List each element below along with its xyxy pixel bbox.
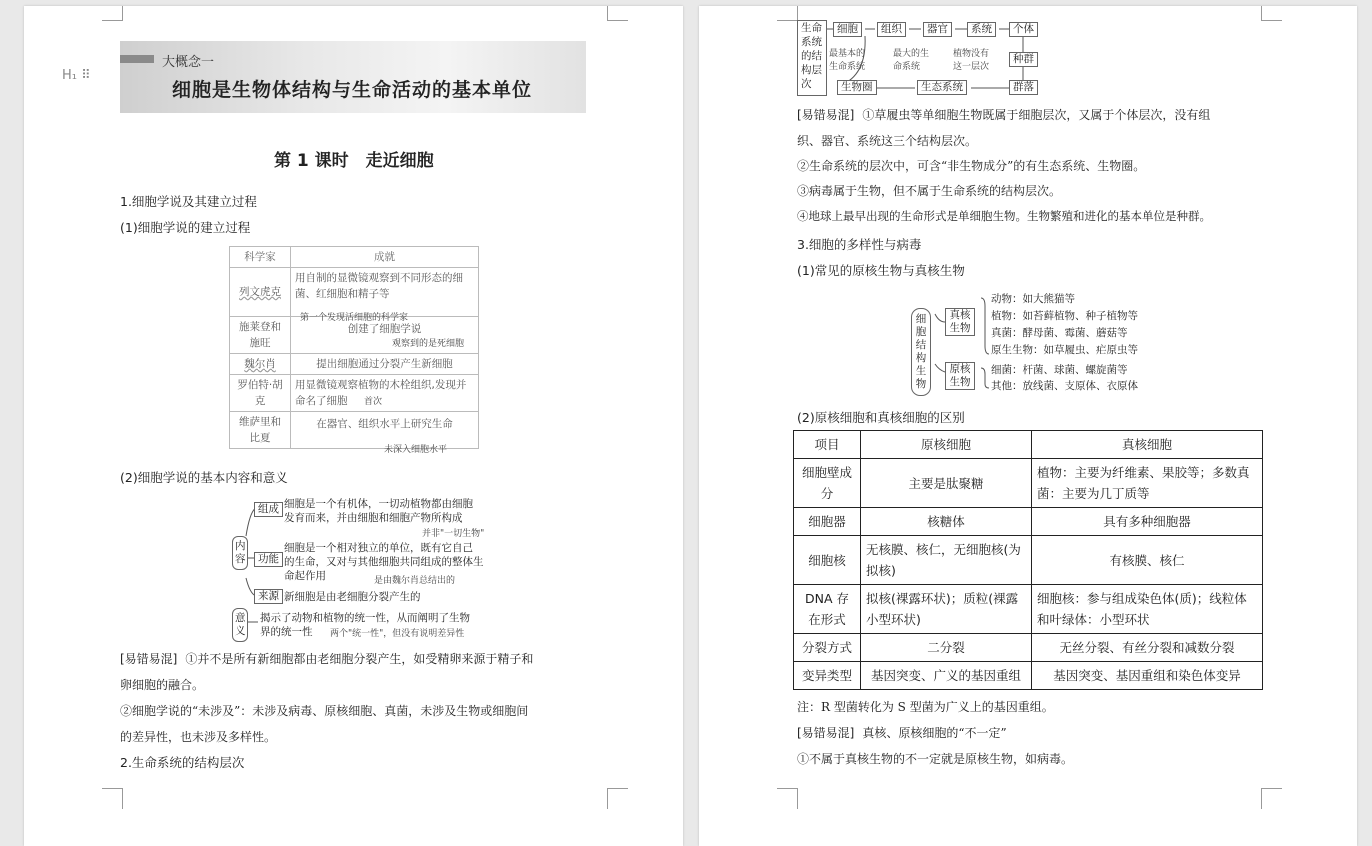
section-heading: 1.细胞学说及其建立过程 xyxy=(120,194,257,209)
classification-item: 细菌：杆菌、球菌、螺旋菌等 xyxy=(991,364,1128,376)
table-row xyxy=(794,662,1263,690)
subsection-heading: (1)常见的原核生物与真核生物 xyxy=(797,263,965,278)
table-cell: 细胞核 xyxy=(794,536,861,585)
table-cell: 有核膜、核仁 xyxy=(1032,536,1263,585)
hierarchy-node: 生物圈 xyxy=(837,80,877,95)
table-row xyxy=(794,508,1263,536)
mindmap-text: 细胞是一个有机体，一切动植物都由细胞 xyxy=(284,498,473,510)
table-cell: 细胞核：参与组成染色体(质)；线粒体和叶绿体：小型环状 xyxy=(1032,585,1263,634)
table-cell: 在器官、组织水平上研究生命 xyxy=(291,412,479,449)
table-header: 原核细胞 xyxy=(861,431,1032,459)
handwritten-note: 最基本的生命系统 xyxy=(829,49,866,72)
hierarchy-node: 系统 xyxy=(967,22,996,37)
crop-mark xyxy=(777,788,798,809)
confuse-text: ④地球上最早出现的生命形式是单细胞生物。生物繁殖和进化的基本单位是种群。 xyxy=(797,209,1211,223)
crop-mark xyxy=(1261,788,1282,809)
confuse-text: ②细胞学说的“未涉及”：未涉及病毒、原核细胞、真菌，未涉及生物或细胞间 xyxy=(120,704,529,718)
table-cell: 用显微镜观察植物的木栓组织,发现并命名了细胞 xyxy=(291,375,479,412)
table-cell: 无丝分裂、有丝分裂和减数分裂 xyxy=(1032,634,1263,662)
classification-item: 动物：如大熊猫等 xyxy=(991,293,1075,305)
classification-item: 真菌：酵母菌、霉菌、蘑菇等 xyxy=(991,327,1128,339)
mindmap-text: 揭示了动物和植物的统一性，从而阐明了生物 xyxy=(260,612,470,624)
hierarchy-node: 生态系统 xyxy=(917,80,967,95)
mindmap-root-content: 内容 xyxy=(232,536,248,570)
mindmap-lines xyxy=(24,6,683,846)
table-cell: 拟核(裸露环状)；质粒(裸露小型环状) xyxy=(861,585,1032,634)
handwritten-note: 最大的生命系统 xyxy=(893,49,930,72)
table-cell: 魏尔肖 xyxy=(230,354,291,375)
table-cell: 分裂方式 xyxy=(794,634,861,662)
table-cell: 用自制的显微镜观察到不同形态的细菌、红细胞和精子等 xyxy=(291,268,479,317)
banner-title: 细胞是生物体结构与生命活动的基本单位 xyxy=(172,79,533,101)
table-header: 成就 xyxy=(291,247,479,268)
document-page-right xyxy=(699,6,1357,846)
classification-item: 植物：如苔藓植物、种子植物等 xyxy=(991,310,1138,322)
subsection-heading: (1)细胞学说的建立过程 xyxy=(120,220,251,235)
table-header: 科学家 xyxy=(230,247,291,268)
section-heading: 2.生命系统的结构层次 xyxy=(120,755,245,770)
table-cell: 具有多种细胞器 xyxy=(1032,508,1263,536)
handwritten-note: 植物没有这一层次 xyxy=(953,49,990,72)
table-cell: 提出细胞通过分裂产生新细胞 xyxy=(291,354,479,375)
classification-eukaryote: 真核生物 xyxy=(945,308,975,336)
confuse-tag: [易错易混] xyxy=(120,652,178,666)
table-cell: 维萨里和比夏 xyxy=(230,412,291,449)
hierarchy-node: 细胞 xyxy=(833,22,862,37)
confuse-text: 织、器官、系统这三个结构层次。 xyxy=(797,134,978,148)
table-cell: 细胞器 xyxy=(794,508,861,536)
mindmap-branch-function: 功能 xyxy=(254,552,283,567)
confuse-text: 真核、原核细胞的“不一定” xyxy=(862,726,1007,740)
confuse-note-1 xyxy=(120,650,533,667)
handwritten-note: 并非"一切生物" xyxy=(422,529,485,539)
heading-icon: H₁ xyxy=(62,68,77,83)
table-cell: 基因突变、广义的基因重组 xyxy=(861,662,1032,690)
mindmap-text: 界的统一性 xyxy=(260,626,313,638)
classification-prokaryote: 原核生物 xyxy=(945,362,975,390)
confuse-text: ①并不是所有新细胞都由老细胞分裂产生，如受精卵来源于精子和 xyxy=(185,652,534,666)
classification-root: 细胞结构生物 xyxy=(911,308,931,396)
mindmap-text: 的生命，又对与其他细胞共同组成的整体生 xyxy=(284,556,484,568)
hierarchy-node: 组织 xyxy=(877,22,906,37)
table-cell: 主要是肽聚糖 xyxy=(861,459,1032,508)
table-row xyxy=(794,459,1263,508)
table-cell: 罗伯特·胡克 xyxy=(230,375,291,412)
confuse-text: 的差异性，也未涉及多样性。 xyxy=(120,730,277,744)
hierarchy-node: 个体 xyxy=(1009,22,1038,37)
mindmap-text: 细胞是一个相对独立的单位，既有它自己 xyxy=(284,542,473,554)
table-row xyxy=(794,634,1263,662)
mindmap-text: 新细胞是由老细胞分裂产生的 xyxy=(284,591,421,603)
table-cell: 施莱登和施旺 xyxy=(230,317,291,354)
handwritten-note: 观察到的是死细胞 xyxy=(392,339,465,349)
cell-comparison-table xyxy=(793,430,1263,690)
subsection-heading: (2)细胞学说的基本内容和意义 xyxy=(120,470,288,485)
confuse-tag: [易错易混] xyxy=(797,108,855,122)
confuse-text: ②生命系统的层次中，可含“非生物成分”的有生态系统、生物圈。 xyxy=(797,159,1146,173)
classification-item: 其他：放线菌、支原体、衣原体 xyxy=(991,380,1138,392)
table-cell: 创建了细胞学说 xyxy=(291,317,479,354)
document-page-left xyxy=(24,6,683,846)
table-cell: 植物：主要为纤维素、果胶等；多数真菌：主要为几丁质等 xyxy=(1032,459,1263,508)
mindmap-branch-origin: 来源 xyxy=(254,589,283,604)
mindmap-root-meaning: 意义 xyxy=(232,608,248,642)
handwritten-note: 两个"统一性"，但没有说明差异性 xyxy=(330,629,465,639)
table-cell: 核糖体 xyxy=(861,508,1032,536)
table-header: 项目 xyxy=(794,431,861,459)
mindmap-text: 发育而来，并由细胞和细胞产物所构成 xyxy=(284,512,463,524)
banner-subtitle: 大概念一 xyxy=(162,55,215,70)
table-cell: 基因突变、基因重组和染色体变异 xyxy=(1032,662,1263,690)
mindmap-text: 命起作用 xyxy=(284,570,326,582)
table-row xyxy=(794,585,1263,634)
table-row xyxy=(794,431,1263,459)
mindmap-branch-composition: 组成 xyxy=(254,502,283,517)
table-footnote: 注：R 型菌转化为 S 型菌为广义上的基因重组。 xyxy=(797,700,1054,714)
confuse-tag: [易错易混] xyxy=(797,726,855,740)
handwritten-note: 是由魏尔肖总结出的 xyxy=(374,576,456,586)
hierarchy-node: 群落 xyxy=(1009,80,1038,95)
section-heading: 3.细胞的多样性与病毒 xyxy=(797,237,922,252)
confuse-text: 卵细胞的融合。 xyxy=(120,678,205,692)
handwritten-note: 未深入细胞水平 xyxy=(384,445,448,455)
handwritten-note: 第一个发现活细胞的科学家 xyxy=(300,313,409,323)
confuse-note-3 xyxy=(797,724,1007,741)
table-cell: 列文虎克 xyxy=(230,268,291,317)
table-row xyxy=(794,536,1263,585)
classification-item: 原生生物：如草履虫、疟原虫等 xyxy=(991,344,1138,356)
table-cell: 细胞壁成分 xyxy=(794,459,861,508)
table-cell: DNA 存在形式 xyxy=(794,585,861,634)
hierarchy-node: 种群 xyxy=(1009,52,1038,67)
drag-handle-icon[interactable]: ⠿ xyxy=(81,68,89,83)
confuse-text: ①草履虫等单细胞生物既属于细胞层次，又属于个体层次，没有组 xyxy=(862,108,1211,122)
table-cell: 变异类型 xyxy=(794,662,861,690)
table-cell: 无核膜、核仁，无细胞核(为拟核) xyxy=(861,536,1032,585)
table-cell: 二分裂 xyxy=(861,634,1032,662)
confuse-text: ①不属于真核生物的不一定就是原核生物，如病毒。 xyxy=(797,752,1074,766)
lesson-title: 第 1 课时 走近细胞 xyxy=(274,151,434,171)
confuse-text: ③病毒属于生物，但不属于生命系统的结构层次。 xyxy=(797,184,1062,198)
table-header: 真核细胞 xyxy=(1032,431,1263,459)
subsection-heading: (2)原核细胞和真核细胞的区别 xyxy=(797,410,965,425)
hierarchy-node: 器官 xyxy=(923,22,952,37)
hierarchy-label: 生命系统的结构层次 xyxy=(797,20,827,96)
handwritten-note: 首次 xyxy=(364,397,383,407)
